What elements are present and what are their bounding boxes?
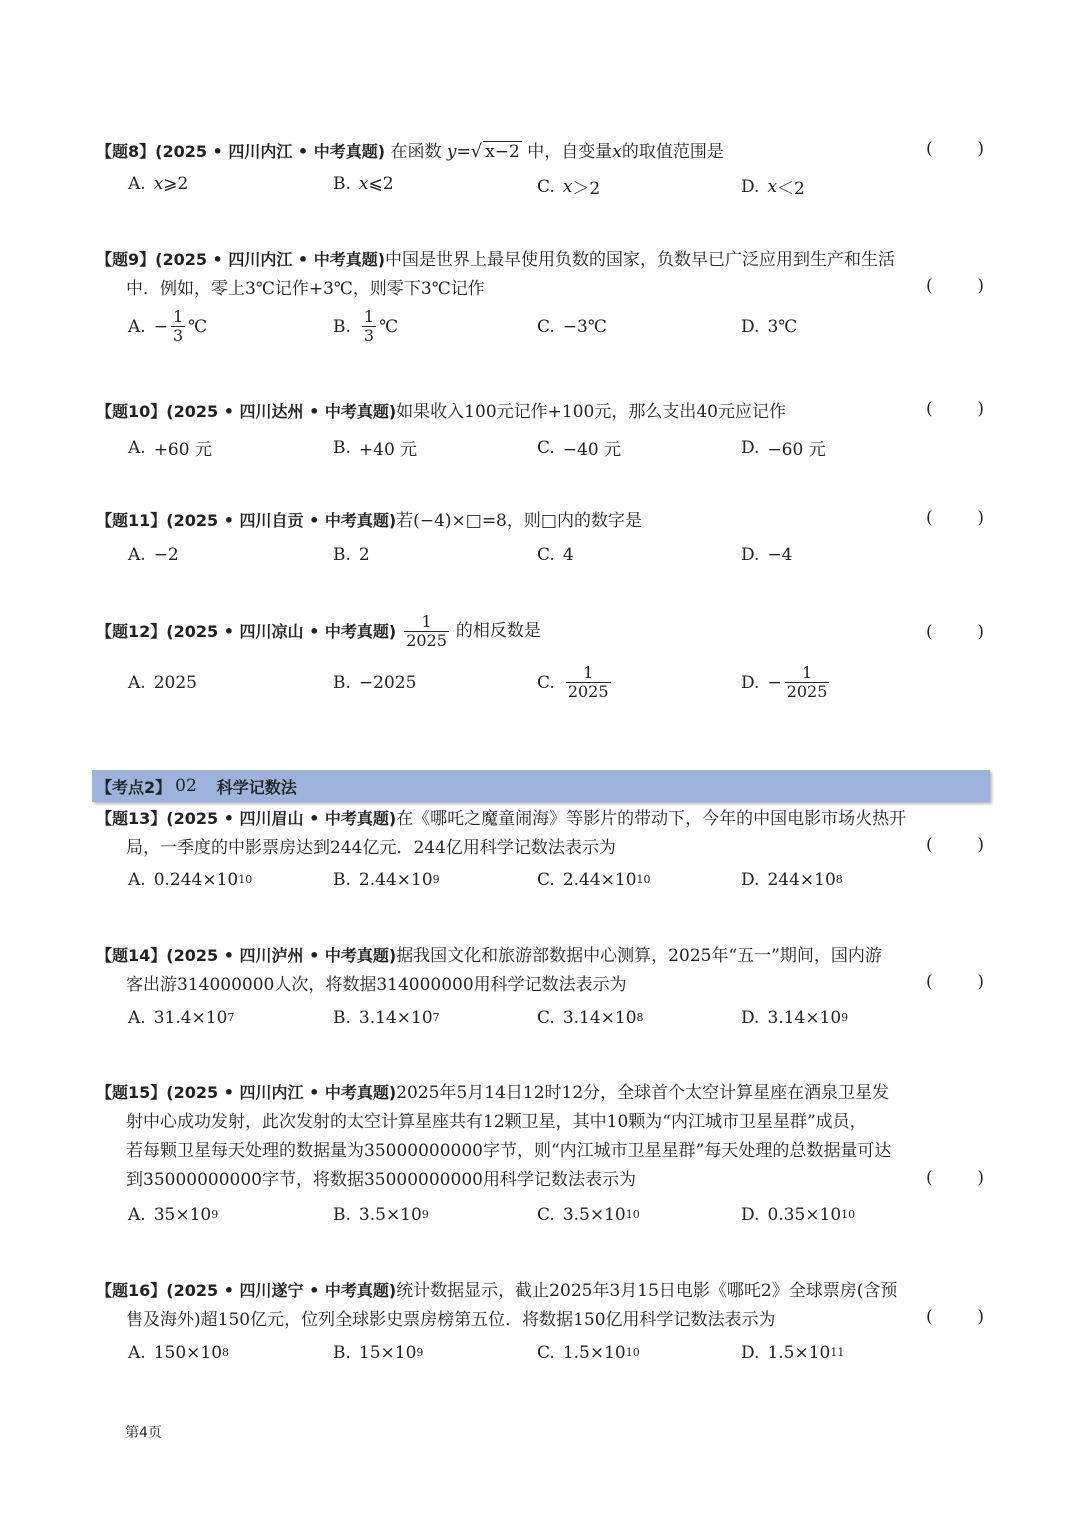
question-text: 如果收入100元记作+100元，那么支出40元应记作 <box>396 402 786 422</box>
question-text: 若(−4)×□=8，则□内的数字是 <box>396 511 642 531</box>
question-number: 【题16】 <box>96 1281 167 1300</box>
option-b[interactable]: B. x ⩽2 <box>333 174 394 194</box>
question-text: 据我国文化和旅游部数据中心测算，2025年“五一”期间，国内游 <box>396 946 882 966</box>
question-text: 的取值范围是 <box>621 142 724 162</box>
fraction: $\frac{1}{2025}$ <box>567 663 609 701</box>
answer-blank[interactable]: ( ) <box>926 972 984 992</box>
section-number: 02 <box>175 776 197 796</box>
option-a[interactable]: A. 0.244×10 10 <box>128 870 253 890</box>
question-number: 【题14】 <box>96 946 167 965</box>
option-b[interactable]: B. 15×10 9 <box>333 1343 424 1363</box>
question-source: (2025 • 四川遂宁 • 中考真题) <box>166 1281 397 1300</box>
radicand: x−2 <box>485 142 520 162</box>
answer-blank[interactable]: ( ) <box>926 399 984 419</box>
fraction: $\frac{1}{3}$ <box>363 307 375 345</box>
question-text: 在函数 <box>390 142 442 162</box>
option-c[interactable]: C. −40 元 <box>537 437 622 460</box>
answer-blank[interactable]: ( ) <box>926 139 984 159</box>
question-text-cont: 售及海外)超150亿元，位列全球影史票房榜第五位．将数据150亿用科学记数法表示为 <box>126 1310 776 1330</box>
option-b[interactable]: B. −2025 <box>333 673 417 693</box>
question-number: 【题8】 <box>96 142 156 161</box>
question-number: 【题10】 <box>96 402 167 421</box>
option-d[interactable]: D. − $\frac{1}{2025}$ <box>741 663 828 701</box>
question-text-cont: 局，一季度的中影票房达到244亿元．244亿用科学记数法表示为 <box>126 838 616 858</box>
option-c[interactable]: C. $\frac{1}{2025}$ <box>537 663 609 701</box>
option-b[interactable]: B. 3.14×10 7 <box>333 1008 440 1028</box>
option-c[interactable]: C. x ＞2 <box>537 176 601 199</box>
page-number: 第4页 <box>125 1425 162 1441</box>
option-c[interactable]: C. 3.5×10 10 <box>537 1205 640 1225</box>
question-source: (2025 • 四川内江 • 中考真题) <box>155 250 386 269</box>
option-c[interactable]: C. 4 <box>537 545 574 565</box>
option-b[interactable]: B. 3.5×10 9 <box>333 1205 429 1225</box>
fraction: $\frac{1}{2025}$ <box>786 663 828 701</box>
sqrt-sign: √ <box>470 141 483 162</box>
question-text: 中，自变量 <box>527 142 613 162</box>
option-d[interactable]: D. 3℃ <box>741 317 798 337</box>
question-source: (2025 • 四川凉山 • 中考真题) <box>166 622 397 642</box>
question-8-stem <box>96 137 982 167</box>
option-c[interactable]: C. 2.44×10 10 <box>537 870 651 890</box>
option-c[interactable]: C. −3℃ <box>537 317 607 337</box>
question-text-cont: 中．例如，零上3℃记作+3℃，则零下3℃记作 <box>126 279 485 299</box>
question-text-cont: 若每颗卫星每天处理的数据量为35000000000字节，则“内江城市卫星星群”每天处理的总数据量可达 <box>126 1141 892 1161</box>
option-a[interactable]: A. +60 元 <box>128 437 212 460</box>
question-9-stem <box>96 245 982 304</box>
section-title: 科学记数法 <box>216 777 297 797</box>
answer-blank[interactable]: ( ) <box>926 835 984 855</box>
question-text: 统计数据显示，截止2025年3月15日电影《哪吒2》全球票房(含预 <box>396 1281 898 1301</box>
answer-blank[interactable]: ( ) <box>926 1307 984 1327</box>
option-d[interactable]: D. −60 元 <box>741 437 826 460</box>
math-var: x <box>612 142 622 162</box>
question-source: (2025 • 四川眉山 • 中考真题) <box>166 809 397 828</box>
answer-blank[interactable]: ( ) <box>926 622 984 642</box>
option-c[interactable]: C. 3.14×10 8 <box>537 1008 644 1028</box>
math-eq: = <box>456 142 471 162</box>
option-d[interactable]: D. x ＜2 <box>741 176 805 199</box>
option-a[interactable]: A. 31.4×10 7 <box>128 1008 235 1028</box>
question-12-stem <box>96 614 982 650</box>
fraction: $\frac{1}{3}$ <box>172 307 184 345</box>
question-number: 【题12】 <box>96 622 167 642</box>
question-text-cont: 到35000000000字节，将数据35000000000用科学记数法表示为 <box>126 1170 636 1190</box>
option-d[interactable]: D. 3.14×10 9 <box>741 1008 849 1028</box>
option-a[interactable]: A. 35×10 9 <box>128 1205 219 1225</box>
option-d[interactable]: D. −4 <box>741 545 793 565</box>
question-14-stem <box>96 941 982 1000</box>
question-source: (2025 • 四川泸州 • 中考真题) <box>166 946 397 965</box>
option-a[interactable]: A. − $\frac{1}{3}$ ℃ <box>128 307 208 345</box>
option-a[interactable]: A. −2 <box>128 545 179 565</box>
question-number: 【题15】 <box>96 1083 167 1102</box>
option-d[interactable]: D. 244×10 8 <box>741 870 843 890</box>
option-a[interactable]: A. x ⩾2 <box>128 174 189 194</box>
question-number: 【题13】 <box>96 809 167 828</box>
question-source: (2025 • 四川内江 • 中考真题) <box>155 142 386 161</box>
question-source: (2025 • 四川内江 • 中考真题) <box>166 1083 397 1102</box>
option-d[interactable]: D. 0.35×10 10 <box>741 1205 856 1225</box>
question-15-stem <box>96 1078 982 1195</box>
option-b[interactable]: B. +40 元 <box>333 437 418 460</box>
answer-blank[interactable]: ( ) <box>926 1168 984 1188</box>
section-header <box>92 770 990 802</box>
question-number: 【题9】 <box>96 250 156 269</box>
option-c[interactable]: C. 1.5×10 10 <box>537 1343 640 1363</box>
question-text-cont: 客出游314000000人次，将数据314000000用科学记数法表示为 <box>126 975 627 995</box>
option-b[interactable]: B. 2 <box>333 545 370 565</box>
option-b[interactable]: B. 2.44×10 9 <box>333 870 440 890</box>
question-11-stem <box>96 506 982 536</box>
question-text: 的相反数是 <box>455 621 541 642</box>
fraction: $\frac{1}{2025}$ <box>406 612 447 650</box>
question-text-cont: 射中心成功发射，此次发射的太空计算星座共有12颗卫星，其中10颗为“内江城市卫星星群”成员， <box>126 1112 867 1132</box>
answer-blank[interactable]: ( ) <box>926 276 984 296</box>
question-text: 在《哪吒之魔童闹海》等影片的带动下，今年的中国电影市场火热开 <box>396 809 907 829</box>
option-d[interactable]: D. 1.5×10 11 <box>741 1343 845 1363</box>
question-16-stem <box>96 1276 982 1335</box>
question-text: 2025年5月14日12时12分，全球首个太空计算星座在酒泉卫星发 <box>396 1083 890 1103</box>
question-source: (2025 • 四川自贡 • 中考真题) <box>166 511 397 530</box>
option-b[interactable]: B. $\frac{1}{3}$ ℃ <box>333 307 399 345</box>
question-10-stem <box>96 397 982 427</box>
math-var: y <box>446 142 457 162</box>
answer-blank[interactable]: ( ) <box>926 508 984 528</box>
question-13-stem <box>96 804 982 863</box>
option-a[interactable]: A. 2025 <box>128 673 197 693</box>
question-source: (2025 • 四川达州 • 中考真题) <box>166 402 397 421</box>
section-tag: 【考点2】 <box>96 777 172 797</box>
question-text: 中国是世界上最早使用负数的国家，负数早已广泛应用到生产和生活 <box>385 250 896 270</box>
question-number: 【题11】 <box>96 511 167 530</box>
option-a[interactable]: A. 150×10 8 <box>128 1343 230 1363</box>
